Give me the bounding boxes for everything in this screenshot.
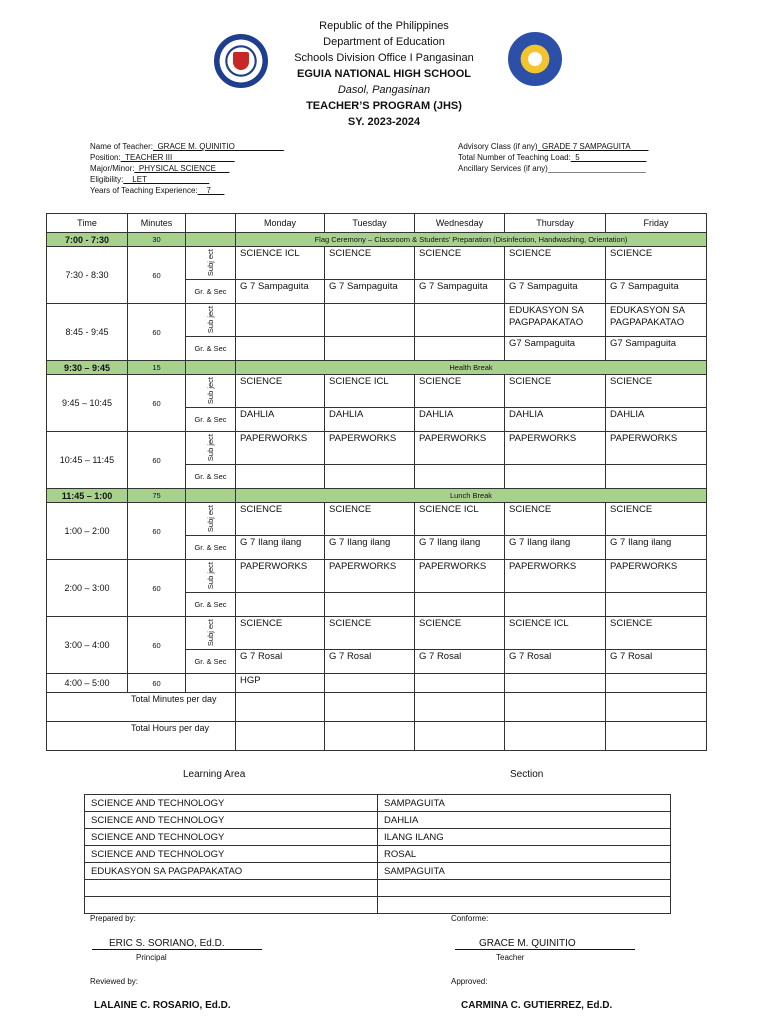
break-row (47, 361, 707, 375)
approved-name: CARMINA C. GUTIERREZ, Ed.D. (461, 1000, 613, 1011)
subject-value: SCIENCE (509, 504, 552, 515)
learning-area-cell: SCIENCE AND TECHNOLOGY (85, 846, 378, 863)
learning-area-cell: SCIENCE AND TECHNOLOGY (85, 795, 378, 812)
section-cell (236, 465, 325, 489)
info-years: Years of Teaching Experience:__7___ (90, 186, 225, 195)
section-value: G 7 Rosal (509, 651, 552, 662)
section-cell (325, 337, 415, 361)
subject-label: Sub ject (206, 377, 215, 405)
subject-label-cell (186, 503, 236, 536)
subject-value: SCIENCE ICL (419, 504, 479, 515)
section-value: G 7 Ilang ilang (610, 537, 672, 548)
subject-cell (606, 503, 707, 536)
header-school: EGUIA NATIONAL HIGH SCHOOL (297, 68, 471, 80)
single-row (47, 674, 707, 693)
subject-cell (325, 560, 415, 593)
subject-value: SCIENCE ICL (329, 376, 389, 387)
subject-label: Subj ect (206, 505, 215, 533)
break-row (47, 233, 707, 247)
column-header: Minutes (128, 214, 186, 233)
total-row (47, 693, 707, 722)
total-cell (236, 693, 325, 722)
subject-label: Subj ect (206, 619, 215, 647)
subject-label: Sub ject (206, 434, 215, 462)
section-cell (606, 536, 707, 560)
subject-cell (415, 432, 505, 465)
subject-value: SCIENCE (419, 376, 462, 387)
column-header: Wednesday (415, 214, 505, 233)
subject-label-cell (186, 617, 236, 650)
section-cell (505, 408, 606, 432)
column-header: Monday (236, 214, 325, 233)
section-cell (505, 465, 606, 489)
minutes-cell: 60 (128, 247, 186, 304)
subject-cell (606, 617, 707, 650)
subject-cell (505, 503, 606, 536)
total-cell (505, 693, 606, 722)
subject-cell (325, 617, 415, 650)
subject-cell (415, 375, 505, 408)
info-ancillary: Ancillary Services (if any)______________________ (458, 164, 646, 173)
section-cell (325, 408, 415, 432)
section-value: G 7 Rosal (329, 651, 372, 662)
conforme-label: Conforme: (451, 914, 489, 923)
subject-cell (505, 560, 606, 593)
total-cell (606, 722, 707, 751)
info-advisory: Advisory Class (if any)_GRADE 7 SAMPAGUITA____ (458, 142, 649, 151)
class-row (47, 503, 707, 536)
section-cell (415, 536, 505, 560)
day-cell (325, 674, 415, 693)
info-load: Total Number of Teaching Load:_5_______________ (458, 153, 647, 162)
subject-value: SCIENCE (240, 504, 283, 515)
grade-section-label-cell (186, 593, 236, 617)
teacher-info-left (90, 141, 284, 196)
section-value: DAHLIA (329, 409, 364, 420)
subject-cell (415, 304, 505, 337)
section-value: G 7 Sampaguita (610, 281, 679, 292)
column-header: Friday (606, 214, 707, 233)
subject-cell (415, 247, 505, 280)
prepared-by-name: ERIC S. SORIANO, Ed.D. (92, 938, 262, 950)
column-header: Time (47, 214, 128, 233)
class-row (47, 432, 707, 465)
grade-section-label: Gr. & Sec (194, 599, 227, 609)
section-cell (415, 408, 505, 432)
time-cell: 2:00 – 3:00 (47, 560, 128, 617)
section-cell (325, 650, 415, 674)
section-cell (415, 465, 505, 489)
subject-cell (415, 617, 505, 650)
minutes-cell: 60 (128, 560, 186, 617)
grade-section-label-cell (186, 465, 236, 489)
section-cell (415, 280, 505, 304)
minutes-cell: 60 (128, 503, 186, 560)
grade-section-label-cell (186, 650, 236, 674)
learning-area-cell: SCIENCE AND TECHNOLOGY (85, 812, 378, 829)
grade-section-label: Gr. & Sec (194, 471, 227, 481)
break-label: Lunch Break (236, 489, 707, 503)
subject-cell (505, 304, 606, 337)
grade-section-label: Gr. & Sec (194, 286, 227, 296)
time-cell: 4:00 – 5:00 (47, 674, 128, 693)
section-value: G 7 Ilang ilang (509, 537, 571, 548)
subject-value: PAPERWORKS (329, 433, 397, 444)
empty-cell (186, 233, 236, 247)
minutes-cell: 75 (128, 489, 186, 503)
subject-cell (236, 617, 325, 650)
section-cell (325, 465, 415, 489)
section-value: G7 Sampaguita (610, 338, 677, 349)
section-name-cell: SAMPAGUITA (378, 795, 671, 812)
learning-area-table (84, 794, 671, 914)
column-header: Tuesday (325, 214, 415, 233)
header-location: Dasol, Pangasinan (337, 84, 431, 96)
section-cell (236, 650, 325, 674)
subject-value: SCIENCE (329, 618, 372, 629)
subject-value: SCIENCE (329, 504, 372, 515)
subject-value: SCIENCE (419, 618, 462, 629)
subject-cell (505, 432, 606, 465)
section-cell (505, 650, 606, 674)
subject-value: SCIENCE ICL (240, 248, 300, 259)
subject-value: SCIENCE (509, 248, 552, 259)
subject-cell (505, 617, 606, 650)
section-cell (606, 650, 707, 674)
subject-value: SCIENCE (610, 376, 653, 387)
learning-area-row (85, 829, 671, 846)
learning-area-row (85, 863, 671, 880)
section-value: DAHLIA (610, 409, 645, 420)
section-cell (236, 536, 325, 560)
empty-cell (186, 489, 236, 503)
time-cell: 3:00 – 4:00 (47, 617, 128, 674)
learning-area-heading: Learning Area (183, 769, 246, 780)
conforme-name: GRACE M. QUINITIO (455, 938, 635, 950)
subject-value: PAPERWORKS (509, 433, 577, 444)
subject-value: SCIENCE (329, 248, 372, 259)
subject-label-cell (186, 432, 236, 465)
column-header (186, 214, 236, 233)
teacher-info-right (458, 141, 648, 174)
subject-cell (236, 304, 325, 337)
subject-value: SCIENCE (509, 376, 552, 387)
subject-cell (606, 247, 707, 280)
schedule-table (46, 213, 707, 751)
subject-label-cell (186, 560, 236, 593)
minutes-cell: 60 (128, 304, 186, 361)
subject-label-cell (186, 304, 236, 337)
subject-cell (505, 247, 606, 280)
subject-cell (325, 432, 415, 465)
section-value: DAHLIA (509, 409, 544, 420)
subject-value: SCIENCE (610, 504, 653, 515)
section-cell (606, 465, 707, 489)
conforme-title: Teacher (496, 953, 525, 962)
section-name-cell: DAHLIA (378, 812, 671, 829)
learning-area-cell (85, 897, 378, 914)
section-value: G 7 Ilang ilang (240, 537, 302, 548)
section-cell (505, 593, 606, 617)
subject-cell (415, 503, 505, 536)
minutes-cell: 60 (128, 432, 186, 489)
subject-cell (236, 503, 325, 536)
subject-label: Subj ect (206, 249, 215, 277)
subject-value: SCIENCE (240, 618, 283, 629)
section-name-cell: SAMPAGUITA (378, 863, 671, 880)
section-value: G 7 Rosal (240, 651, 283, 662)
subject-value: EDUKASYON SA PAGPAPAKATAO (610, 305, 685, 328)
subject-value: SCIENCE ICL (509, 618, 569, 629)
time-cell: 1:00 – 2:00 (47, 503, 128, 560)
grade-section-label-cell (186, 536, 236, 560)
subject-value: EDUKASYON SA PAGPAPAKATAO (509, 305, 584, 328)
time-cell: 7:30 - 8:30 (47, 247, 128, 304)
subject-cell (606, 432, 707, 465)
info-position: Position:_TEACHER III______________ (90, 153, 235, 162)
time-cell: 9:45 – 10:45 (47, 375, 128, 432)
subject-label: Sub ject (206, 306, 215, 334)
time-cell: 11:45 – 1:00 (47, 489, 128, 503)
section-cell (606, 337, 707, 361)
header-sy: SY. 2023-2024 (347, 116, 421, 128)
grade-section-label: Gr. & Sec (194, 343, 227, 353)
subject-value: PAPERWORKS (509, 561, 577, 572)
time-cell: 9:30 – 9:45 (47, 361, 128, 375)
minutes-cell: 30 (128, 233, 186, 247)
learning-area-row (85, 846, 671, 863)
section-name-cell (378, 880, 671, 897)
info-major: Major/Minor:_PHYSICAL SCIENCE___ (90, 164, 230, 173)
subject-cell (325, 304, 415, 337)
subject-cell (236, 560, 325, 593)
learning-area-row (85, 812, 671, 829)
learning-area-row (85, 897, 671, 914)
section-cell (236, 593, 325, 617)
reviewed-by-name: LALAINE C. ROSARIO, Ed.D. (94, 1000, 231, 1011)
minutes-cell: 60 (128, 617, 186, 674)
section-value: G 7 Sampaguita (419, 281, 488, 292)
learning-area-cell: EDUKASYON SA PAGPAPAKATAO (85, 863, 378, 880)
subject-value: PAPERWORKS (329, 561, 397, 572)
subject-value: SCIENCE (610, 248, 653, 259)
learning-area-cell: SCIENCE AND TECHNOLOGY (85, 829, 378, 846)
subject-value: PAPERWORKS (610, 433, 678, 444)
section-heading: Section (510, 769, 544, 780)
day-value: HGP (240, 675, 261, 686)
day-cell (505, 674, 606, 693)
section-value: DAHLIA (240, 409, 275, 420)
subject-value: PAPERWORKS (419, 433, 487, 444)
subject-cell (236, 375, 325, 408)
break-label: Health Break (236, 361, 707, 375)
subject-label-cell (186, 247, 236, 280)
column-header: Thursday (505, 214, 606, 233)
subject-cell (236, 432, 325, 465)
class-row (47, 560, 707, 593)
empty-cell (186, 674, 236, 693)
total-cell (415, 722, 505, 751)
minutes-cell: 15 (128, 361, 186, 375)
subject-value: PAPERWORKS (419, 561, 487, 572)
day-cell (606, 674, 707, 693)
time-cell: 10:45 – 11:45 (47, 432, 128, 489)
grade-section-label-cell (186, 408, 236, 432)
section-value: G 7 Ilang ilang (329, 537, 391, 548)
info-eligibility: Eligibility:__LET______________ (90, 175, 210, 184)
subject-cell (325, 503, 415, 536)
section-value: G 7 Rosal (419, 651, 462, 662)
subject-value: PAPERWORKS (240, 561, 308, 572)
total-cell (505, 722, 606, 751)
section-cell (505, 337, 606, 361)
total-cell (236, 722, 325, 751)
total-row (47, 722, 707, 751)
subject-label: Sub ject (206, 562, 215, 590)
class-row (47, 617, 707, 650)
learning-area-row (85, 795, 671, 812)
total-cell (606, 693, 707, 722)
header-republic: Republic of the Philippines (319, 20, 449, 32)
minutes-cell: 60 (128, 674, 186, 693)
break-label: Flag Ceremony – Classroom & Students’ Preparation (Disinfection, Handwashing, Orientation) (236, 233, 707, 247)
subject-cell (606, 304, 707, 337)
learning-area-cell (85, 880, 378, 897)
time-cell: 7:00 - 7:30 (47, 233, 128, 247)
subject-cell (415, 560, 505, 593)
section-value: G 7 Sampaguita (240, 281, 309, 292)
total-label: Total Minutes per day (47, 693, 236, 722)
total-cell (325, 693, 415, 722)
subject-value: SCIENCE (610, 618, 653, 629)
section-value: G 7 Rosal (610, 651, 653, 662)
grade-section-label-cell (186, 337, 236, 361)
class-row (47, 247, 707, 280)
section-cell (236, 280, 325, 304)
section-cell (236, 337, 325, 361)
subject-value: SCIENCE (240, 376, 283, 387)
section-name-cell: ILANG ILANG (378, 829, 671, 846)
section-cell (415, 337, 505, 361)
section-value: DAHLIA (419, 409, 454, 420)
subject-value: PAPERWORKS (610, 561, 678, 572)
prepared-by-label: Prepared by: (90, 914, 136, 923)
subject-cell (325, 247, 415, 280)
section-value: G7 Sampaguita (509, 338, 576, 349)
grade-section-label: Gr. & Sec (194, 414, 227, 424)
reviewed-by-label: Reviewed by: (90, 977, 139, 986)
time-cell: 8:45 - 9:45 (47, 304, 128, 361)
approved-label: Approved: (451, 977, 488, 986)
subject-cell (606, 375, 707, 408)
section-value: G 7 Sampaguita (509, 281, 578, 292)
subject-label-cell (186, 375, 236, 408)
grade-section-label-cell (186, 280, 236, 304)
section-cell (415, 650, 505, 674)
subject-cell (236, 247, 325, 280)
section-cell (606, 593, 707, 617)
section-cell (606, 280, 707, 304)
break-row (47, 489, 707, 503)
day-cell (236, 674, 325, 693)
total-label: Total Hours per day (47, 722, 236, 751)
section-cell (325, 536, 415, 560)
subject-value: PAPERWORKS (240, 433, 308, 444)
empty-cell (186, 361, 236, 375)
section-cell (415, 593, 505, 617)
grade-section-label: Gr. & Sec (194, 542, 227, 552)
subject-cell (325, 375, 415, 408)
prepared-by-title: Principal (136, 953, 167, 962)
header-division: Schools Division Office I Pangasinan (294, 52, 474, 64)
section-cell (325, 280, 415, 304)
subject-cell (606, 560, 707, 593)
class-row (47, 304, 707, 337)
subject-value: SCIENCE (419, 248, 462, 259)
section-name-cell (378, 897, 671, 914)
section-cell (325, 593, 415, 617)
section-cell (505, 280, 606, 304)
total-cell (325, 722, 415, 751)
minutes-cell: 60 (128, 375, 186, 432)
section-cell (236, 408, 325, 432)
info-teacher: Name of Teacher:_GRACE M. QUINITIO___________ (90, 142, 284, 151)
header-program: TEACHER’S PROGRAM (JHS) (306, 100, 462, 112)
grade-section-label: Gr. & Sec (194, 656, 227, 666)
section-name-cell: ROSAL (378, 846, 671, 863)
section-cell (606, 408, 707, 432)
section-value: G 7 Sampaguita (329, 281, 398, 292)
section-cell (505, 536, 606, 560)
subject-cell (505, 375, 606, 408)
total-cell (415, 693, 505, 722)
header-department: Department of Education (323, 36, 445, 48)
learning-area-row (85, 880, 671, 897)
class-row (47, 375, 707, 408)
day-cell (415, 674, 505, 693)
section-value: G 7 Ilang ilang (419, 537, 481, 548)
document-header (0, 18, 768, 130)
